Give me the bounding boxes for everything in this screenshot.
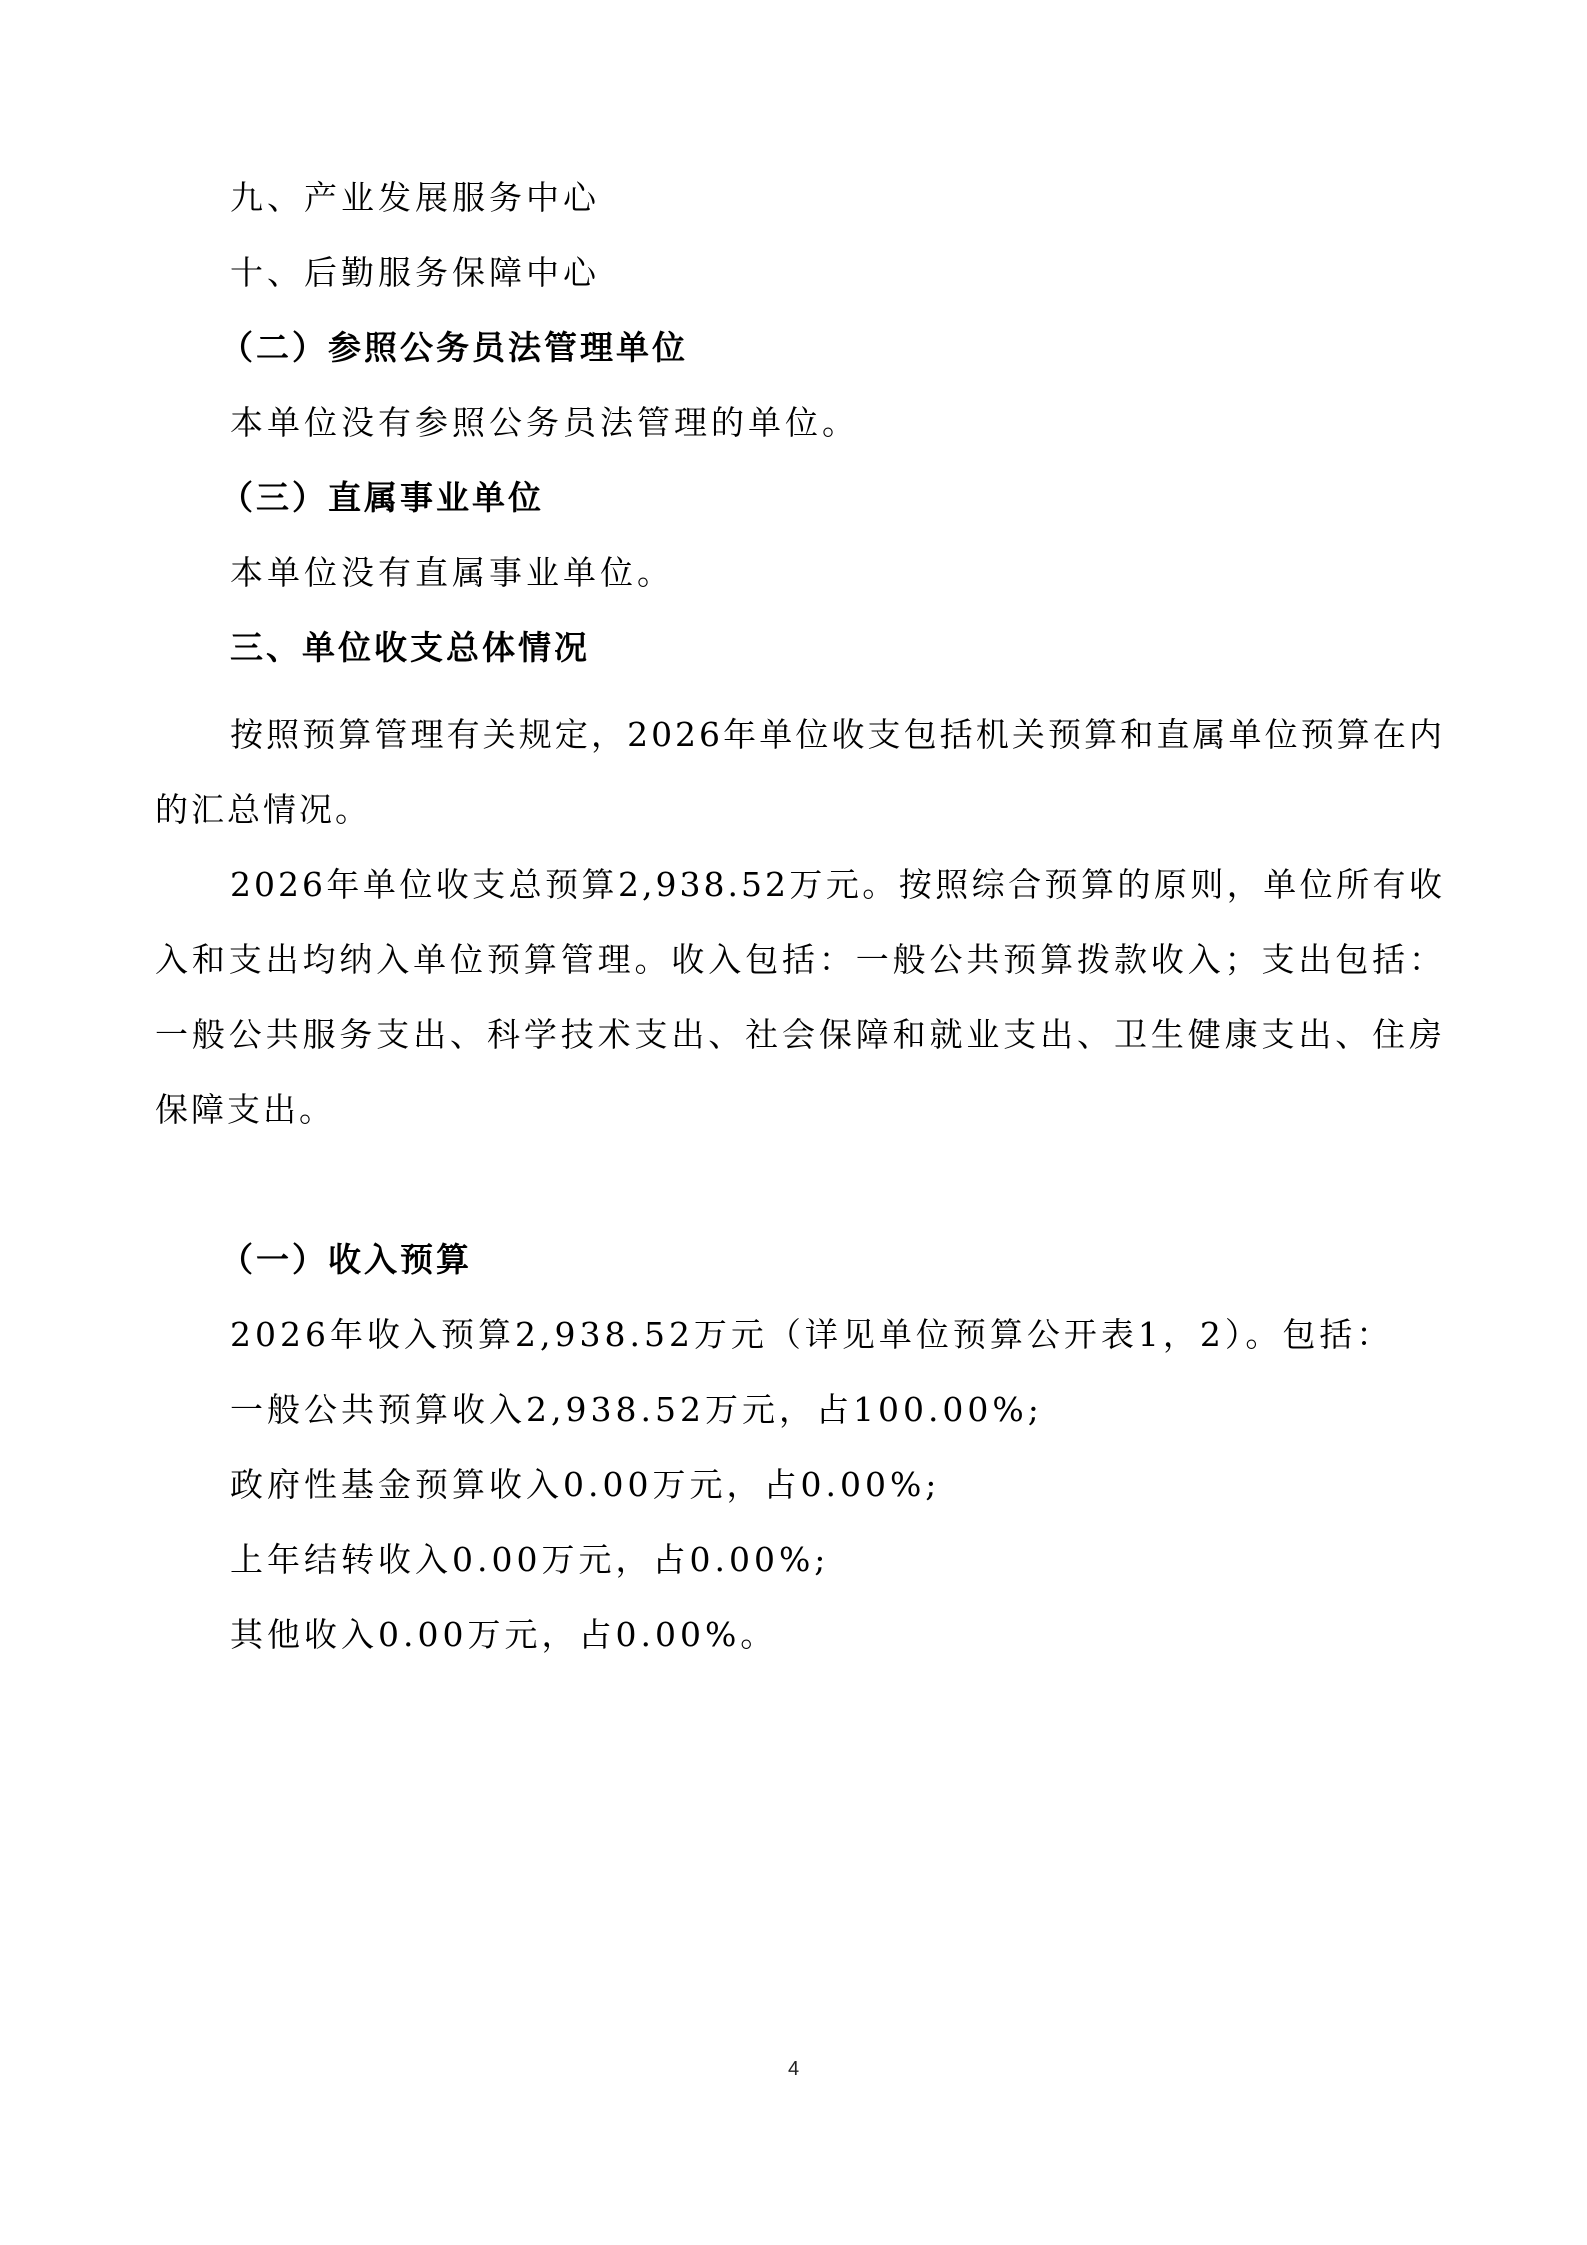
unit-item-10: 十、后勤服务保障中心 [230, 253, 600, 292]
income-item-carryover: 上年结转收入0.00万元，占0.00%; [230, 1540, 830, 1579]
page-number: 4 [787, 2058, 800, 2080]
unit-item-9: 九、产业发展服务中心 [230, 178, 600, 217]
heading-direct-units: （三）直属事业单位 [220, 478, 544, 517]
heading-civil-servant-units: （二）参照公务员法管理单位 [220, 328, 688, 367]
paragraph-budget-total: 2026年单位收支总预算2,938.52万元。按照综合预算的原则，单位所有收入和支出均纳入单位预算管理。收入包括：一般公共预算拨款收入；支出包括：一般公共服务支出、科学技术支出、社会保障和就业支出、卫生健康支出、住房保障支出。 [155, 865, 1445, 1129]
income-item-fund: 政府性基金预算收入0.00万元，占0.00%; [230, 1465, 941, 1504]
heading-income-budget: （一）收入预算 [220, 1240, 472, 1279]
heading-section-3: 三、单位收支总体情况 [230, 628, 590, 667]
income-item-other: 其他收入0.00万元，占0.00%。 [230, 1615, 778, 1654]
text-direct-units: 本单位没有直属事业单位。 [230, 553, 674, 592]
income-intro: 2026年收入预算2,938.52万元（详见单位预算公开表1，2）。包括： [230, 1315, 1394, 1354]
paragraph-budget-scope: 按照预算管理有关规定，2026年单位收支包括机关预算和直属单位预算在内的汇总情况。 [155, 715, 1445, 829]
income-item-general: 一般公共预算收入2,938.52万元，占100.00%; [230, 1390, 1043, 1429]
text-civil-servant-units: 本单位没有参照公务员法管理的单位。 [230, 403, 859, 442]
